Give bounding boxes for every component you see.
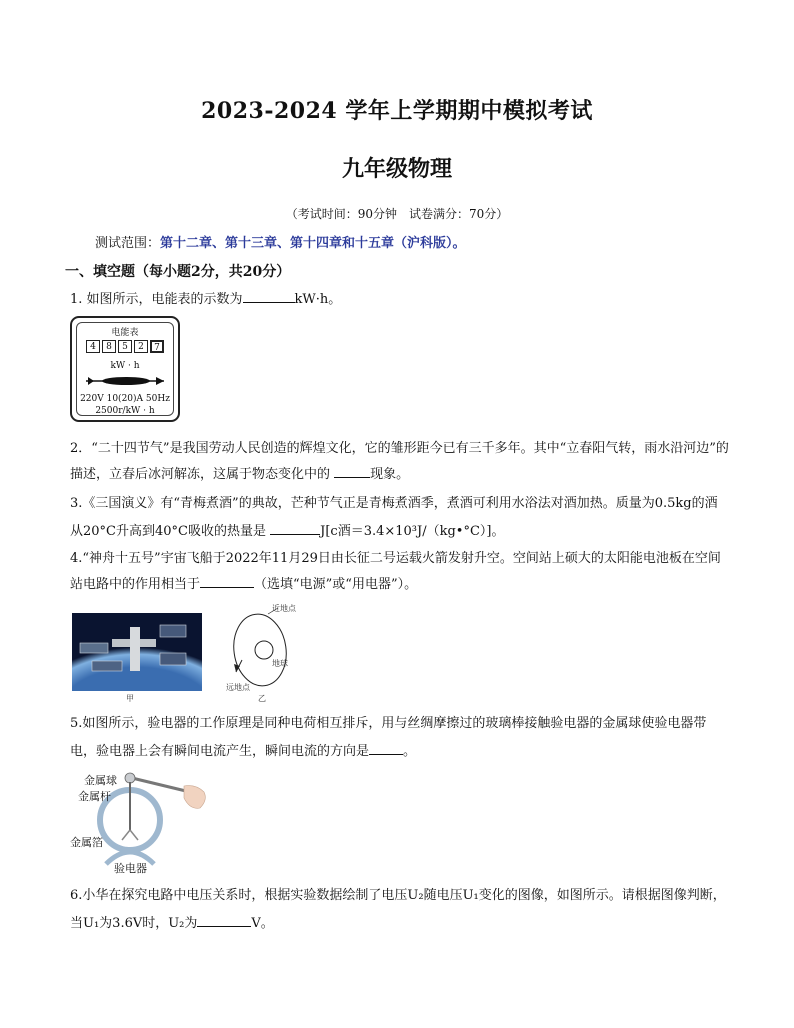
exam-info: （考试时间：90分钟 试卷满分：70分） [285, 207, 509, 221]
q5-text: 5.如图所示，验电器的工作原理是同种电荷相互排斥，用与丝绸摩擦过的玻璃棒接触验电器的金属球使验电器带电，验电器上会有瞬间电流产生，瞬间电流的方向是 [70, 716, 707, 759]
q2-text: 2．“二十四节气”是我国劳动人民创造的辉煌文化，它的雏形距今已有三千多年。其中“立春阳气转，雨水沿河边”的描述，立春后冰河解冻，这属于物态变化中的 [70, 441, 729, 482]
label-metal-ball: 金属球 [84, 774, 117, 787]
question-1 [70, 288, 730, 310]
scope-value: 第十二章、第十三章、第十四章和十五章（沪科版）。 [160, 236, 466, 251]
question-5 [70, 710, 730, 766]
test-scope [95, 232, 466, 251]
meter-spec-2: 2500r/kW · h [95, 406, 155, 416]
q1-answer-blank[interactable] [243, 288, 295, 303]
meter-digit: 8 [102, 340, 116, 353]
q2-tail: 现象。 [370, 467, 410, 482]
label-electroscope: 验电器 [114, 862, 147, 875]
q5-answer-blank[interactable] [369, 740, 403, 755]
q1-text: 1. 如图所示，电能表的示数为 [70, 292, 243, 307]
meter-digit: 5 [118, 340, 132, 353]
q6-answer-blank[interactable] [197, 912, 251, 927]
question-6 [70, 882, 730, 938]
q1-unit: kW·h。 [294, 292, 342, 307]
far-point-label: 远地点 [226, 683, 250, 692]
q5-tail: 。 [403, 744, 417, 759]
q4-text: 4.“神舟十五号”宇宙飞船于2022年11月29日由长征二号运载火箭发射升空。空间站上硕大的太阳能电池板在空间站电路中的作用相当于 [70, 551, 721, 592]
meter-digits [86, 340, 166, 353]
figure-label-a: 甲 [126, 694, 134, 703]
section-heading: 一、填空题（每小题2分，共20分） [65, 264, 291, 280]
figure-label-b: 乙 [258, 694, 266, 703]
space-station-photo [72, 613, 202, 691]
question-2 [70, 436, 730, 488]
q4-tail: （选填“电源”或“用电器”）。 [254, 577, 418, 592]
q3-answer-blank[interactable] [270, 520, 320, 535]
label-metal-rod: 金属杆 [78, 790, 111, 803]
q2-answer-blank[interactable] [334, 463, 370, 478]
label-metal-foil: 金属箔 [70, 836, 103, 849]
meter-disc-arrow-icon [84, 374, 168, 388]
q6-tail: V。 [251, 916, 274, 931]
earth-label: 地球 [272, 659, 288, 668]
meter-digit-decimal: 7 [150, 340, 164, 353]
question-4 [70, 546, 730, 598]
near-point-label: 近地点 [272, 604, 296, 613]
meter-spec-1: 220V 10(20)A 50Hz [80, 394, 170, 404]
scope-label: 测试范围： [95, 236, 161, 251]
q6-text: 6.小华在探究电路中电压关系时，根据实验数据绘制了电压U₂随电压U₁变化的图像，如图所示。请根据图像判断，当U₁为3.6V时，U₂为 [70, 888, 726, 931]
electric-meter-figure [70, 316, 180, 422]
q4-answer-blank[interactable] [200, 573, 254, 588]
meter-digit: 4 [86, 340, 100, 353]
exam-subtitle: 九年级物理 [341, 156, 452, 182]
exam-title: 2023-2024 学年上学期期中模拟考试 [201, 98, 593, 124]
question-3 [70, 490, 730, 546]
meter-unit: kW · h [110, 361, 140, 371]
meter-name: 电能表 [111, 328, 139, 338]
q3-text: 3.《三国演义》有“青梅煮酒”的典故，芒种节气正是青梅煮酒季，煮酒可利用水浴法对酒加热。质量为0.5kg的酒从20°C升高到40°C吸收的热量是 [70, 496, 718, 539]
q3-tail: J[c酒＝3.4×10³J/（kg•°C）]。 [320, 524, 505, 539]
meter-digit: 2 [134, 340, 148, 353]
